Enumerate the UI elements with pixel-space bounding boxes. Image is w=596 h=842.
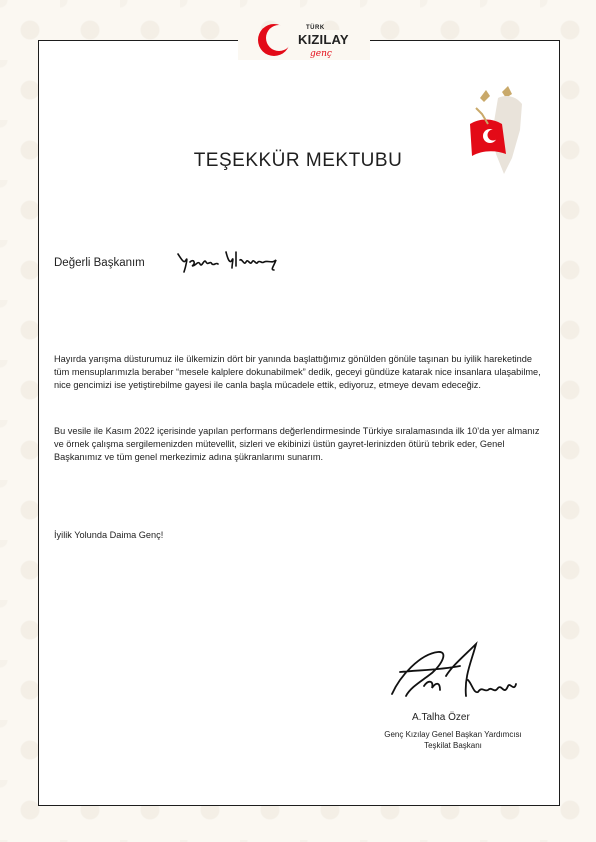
crescent-icon [252, 18, 296, 62]
paragraph-2: Bu vesile ile Kasım 2022 içerisinde yapılan performans değerlendirmesinde Türkiye sıralamasında ilk 10’da yer almanız ve örnek çalışma sergilemenizden mütevellit, sizleri ve ekibinizi üstün gayret-lerinizden ötürü tebrik eder, Genel Başkanımız ve tüm genel merkezimiz adına şükranlarımı sunarım. [54, 426, 540, 462]
page-title: TEŞEKKÜR MEKTUBU [193, 150, 403, 171]
logo-turk-text: TÜRK [306, 25, 325, 31]
logo-kizilay-text: KIZILAY [298, 32, 349, 47]
recipient-name-handwriting [176, 246, 286, 276]
salutation: Değerli Başkanım [54, 257, 145, 269]
closing-line: İyilik Yolunda Daima Genç! [54, 530, 164, 540]
paragraph-1: Hayırda yarışma düsturumuz ile ülkemizin dört bir yanında başlattığımız gönülden gönüle taşınan bu iyilik hareketinde tüm mensuplarımızla beraber “mesele kalplere dokunabilmek” dedik, geceyi gündüze katarak nice insanlara ulaşabilme, nice gencimizi ise yetiştirebilme gayesi ile canla başla mücadele ettik, ediyoruz, etmeye devam edeceğiz. [54, 354, 541, 390]
logo-genc-text: genç [310, 49, 332, 59]
signer-role-line-2: Teşkilat Başkanı [424, 741, 482, 750]
genc-kizilay-logo [252, 18, 362, 70]
signer-name: A.Talha Özer [412, 712, 470, 723]
signature-image [380, 636, 530, 712]
signer-role-line-1: Genç Kızılay Genel Başkan Yardımcısı [384, 730, 522, 739]
signer-role [368, 729, 538, 751]
